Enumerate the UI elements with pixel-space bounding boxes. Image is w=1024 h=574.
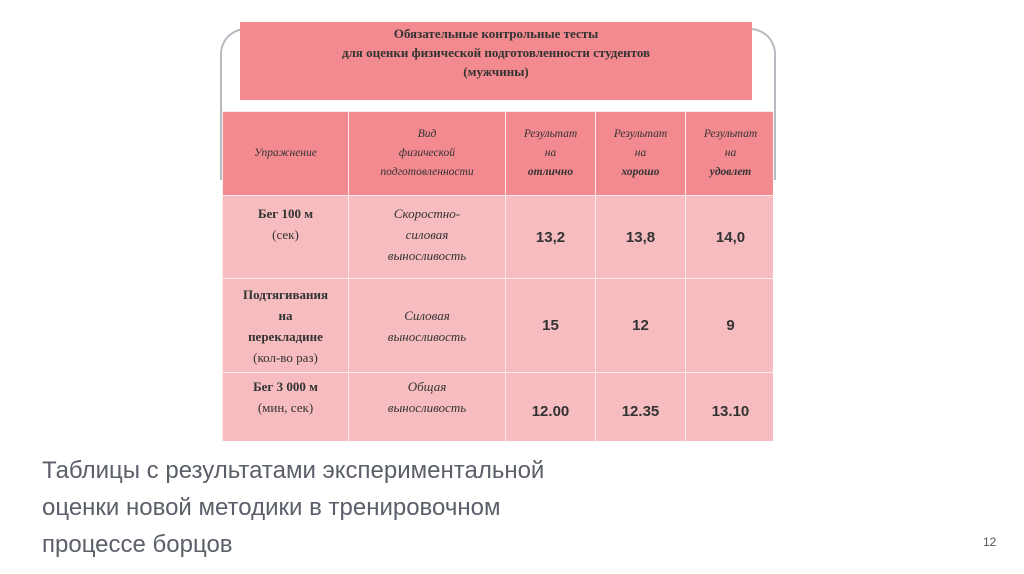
caption-line: Таблицы с результатами экспериментальной <box>42 457 545 484</box>
header-type-line: Вид <box>417 128 437 140</box>
cell-satisfactory: 13.10 <box>686 373 774 442</box>
table-title-line-3: (мужчины) <box>463 64 529 79</box>
results-table <box>222 111 773 441</box>
cell-excellent: 12.00 <box>506 373 596 442</box>
header-satisfactory-line: на <box>724 147 737 159</box>
cell-excellent: 13,2 <box>506 196 596 279</box>
header-good-line: Результат <box>613 128 668 140</box>
results-table-container <box>222 111 773 441</box>
header-good-grade: хорошо <box>621 166 660 178</box>
table-header-row <box>223 112 774 196</box>
exercise-name: Подтягивания <box>243 286 328 302</box>
exercise-unit: (сек) <box>272 227 299 242</box>
cell-exercise <box>223 373 349 442</box>
header-satisfactory-line: Результат <box>703 128 758 140</box>
header-excellent <box>506 112 596 196</box>
header-good-line: на <box>634 147 647 159</box>
exercise-name: перекладине <box>248 328 323 344</box>
header-excellent-grade: отлично <box>527 166 574 178</box>
exercise-name: Бег 100 м <box>257 206 314 221</box>
cell-good: 12 <box>596 279 686 373</box>
type-line: выносливость <box>387 248 467 263</box>
type-line: Скоростно- <box>393 206 461 221</box>
cell-type <box>349 373 506 442</box>
cell-excellent: 15 <box>506 279 596 373</box>
type-line: Общая <box>407 379 447 394</box>
table-row <box>223 373 774 442</box>
header-type-line: подготовленности <box>380 166 474 178</box>
caption-line: процессе борцов <box>42 531 233 558</box>
table-title-box <box>240 22 752 100</box>
header-exercise-label: Упражнение <box>254 147 317 159</box>
table-title-line-2: для оценки физической подготовленности студентов <box>341 45 651 60</box>
type-line: силовая <box>405 227 449 242</box>
slide-caption <box>42 452 742 563</box>
page-number: 12 <box>983 535 997 549</box>
type-line: выносливость <box>387 328 467 344</box>
header-good <box>596 112 686 196</box>
header-satisfactory-grade: удовлет <box>709 166 752 178</box>
table-row <box>223 196 774 279</box>
cell-good: 13,8 <box>596 196 686 279</box>
exercise-unit: (кол-во раз) <box>253 349 318 365</box>
table-title-line-1: Обязательные контрольные тесты <box>393 26 599 41</box>
type-line: выносливость <box>387 400 467 415</box>
exercise-unit: (мин, сек) <box>257 400 314 415</box>
cell-exercise <box>223 196 349 279</box>
header-type <box>349 112 506 196</box>
cell-satisfactory: 9 <box>686 279 774 373</box>
header-exercise <box>223 112 349 196</box>
header-excellent-line: на <box>544 147 557 159</box>
header-excellent-line: Результат <box>523 128 578 140</box>
cell-good: 12.35 <box>596 373 686 442</box>
cell-type <box>349 196 506 279</box>
header-satisfactory <box>686 112 774 196</box>
caption-line: оценки новой методики в тренировочном <box>42 494 501 521</box>
exercise-name: на <box>278 307 293 323</box>
cell-type <box>349 279 506 373</box>
cell-satisfactory: 14,0 <box>686 196 774 279</box>
table-row <box>223 279 774 373</box>
type-line: Силовая <box>404 307 450 323</box>
cell-exercise <box>223 279 349 373</box>
header-type-line: физической <box>398 147 456 159</box>
exercise-name: Бег 3 000 м <box>253 379 318 394</box>
